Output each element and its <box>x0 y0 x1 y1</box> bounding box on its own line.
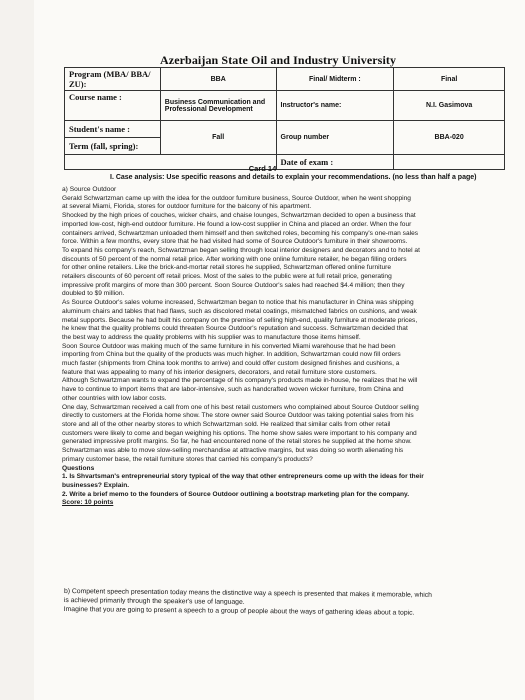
term-value: Fall <box>160 121 276 155</box>
case-line: other countries with low labor costs. <box>62 394 167 402</box>
case-line: To expand his company's reach, Schwartzman began selling through local interior designers and decorators and to hotel at <box>62 246 420 254</box>
student-label: Student's name : <box>65 121 161 138</box>
case-line: Although Schwartzman wants to expand the percentage of his company's products made in-house, he realizes that he will <box>62 377 418 385</box>
case-line: One day, Schwartzman received a call from one of his best retail customers who complained about Source Outdoor selling <box>62 403 419 411</box>
case-line: impressive profit margins of more than 300 percent. Soon Source Outdoor's sales had reached $4.4 million; then they <box>62 281 405 289</box>
group-value: BBA-020 <box>394 121 505 155</box>
case-line: primary customer base, the retail furniture stores that carried his company's products? <box>62 455 313 463</box>
exam-type-label: Final/ Midterm : <box>276 68 394 91</box>
university-title: Azerbaijan State Oil and Industry University <box>160 53 397 67</box>
case-line: directly to customers at the Florida home show. The store owner said Source Outdoor was taking potential sales from his <box>62 412 414 420</box>
case-line: the best way to address the quality problems with his supplier was to manufacture those items himself. <box>62 333 361 341</box>
case-line: for other online retailers. Like the brick-and-mortar retail stores he supplied, Schwartzman offered online furniture <box>62 264 391 272</box>
case-line: he knew that the quality problems could threaten Source Outdoor's reputation and success. Schwartzman decided that <box>62 325 408 333</box>
case-line: a) Source Outdoor <box>62 186 117 193</box>
task-text: Use specific reasons and details to explain your recommendations. (no less than half a page) <box>164 174 477 181</box>
part-b-line: Imagine that you are going to present a speech to a group of people about the ways of gathering ideas about a topic. <box>63 605 415 617</box>
case-text <box>62 186 510 508</box>
case-line: metal supports. Because he had built his company on the premise of selling high-end, quality furniture at moderate prices, <box>62 316 418 324</box>
case-line: store and all of the other nearby stores to which Schwartzman sold. He realized that similar calls from other retail <box>62 420 391 428</box>
program-value: BBA <box>160 68 276 91</box>
part-b-line: b) Competent speech presentation today means the distinctive way a speech is presented that makes it memorable, which <box>63 588 432 599</box>
case-line: Soon Source Outdoor was making much of the same furniture in his converted Miami warehouse that he had been <box>62 342 396 350</box>
question-line: 1. Is Shvartsman's entrepreneurial story typical of the way that other entrepreneurs come up with the ideas for their <box>62 473 424 481</box>
case-line: aluminum chairs and tables that had flaws, such as discolored metal coatings, mismatched fabrics on cushions, and weak <box>62 307 417 315</box>
case-line: much faster (shipments from China took months to arrive) and could offer custom designed finishes and cushions, a <box>62 360 400 368</box>
date-label: Date of exam : <box>276 155 394 170</box>
part-b-text <box>64 588 510 619</box>
questions-heading: Questions <box>62 464 95 472</box>
case-line: feature that was appealing to many of his interior designers, decorators, and retail furniture store customers. <box>62 368 377 376</box>
instructor-label: Instructor's name: <box>276 91 394 121</box>
case-line: retailers discounts of 60 percent off retail prices. Most of the sales to the public were at full retail price, generating <box>62 273 392 281</box>
instructor-value: N.I. Gasimova <box>394 91 505 121</box>
question-line: 2. Write a brief memo to the founders of Source Outdoor outlining a bootstrap marketing plan for the company. <box>62 490 410 498</box>
part-b-line: is achieved primarily through the speaker's use of language. <box>63 596 245 606</box>
question-line: businesses? Explain. <box>62 481 130 489</box>
task-label: I. Case analysis: <box>110 174 165 181</box>
exam-type-value: Final <box>394 68 505 91</box>
case-line: Gerald Schwartzman came up with the idea for the outdoor furniture business, Source Outdoor, when he went shopping <box>62 194 411 202</box>
group-label: Group number <box>276 121 394 155</box>
case-line: Shocked by the high prices of couches, wicker chairs, and chaise lounges, Schwartzman decided to open a business that <box>62 212 416 220</box>
case-line: force. Within a few months, every store that he had visited had some of Source Outdoor's furniture in their showrooms. <box>62 238 408 246</box>
program-label: Program (MBA/ BBA/ ZU): <box>65 68 161 91</box>
case-line: Schwartzman was able to move slow-selling merchandise at attractive margins, but was doing so worth alienating his <box>62 447 404 455</box>
case-line: importing from China but the quality of the products was much higher. In addition, Schwartzman could now fill orders <box>62 351 401 359</box>
card-number: Card 14 <box>248 164 277 173</box>
course-value: Business Communication and Professional Development <box>160 91 276 121</box>
case-line: generated impressive profit margins. So far, he had encountered none of the retail stores he supplied at the home show. <box>62 438 412 446</box>
term-label: Term (fall, spring): <box>65 138 161 155</box>
course-label: Course name : <box>65 91 161 121</box>
exam-header-table <box>64 67 505 170</box>
case-line: customers were likely to come and began weighing his options. The home show sales were important to his company and <box>62 429 417 437</box>
case-line: at several Miami, Florida, stores for outdoor furniture for the balcony of his apartment. <box>62 203 312 211</box>
case-line: have to continue to import items that are labor-intensive, such as handcrafted woven wicker furniture, from China and <box>62 386 404 394</box>
case-line: As Source Outdoor's sales volume increased, Schwartzman began to notice that his manufacturer in China was shipping <box>62 299 414 307</box>
case-line: containers arrived, Schwartzman unloaded them himself and then switched roles, becoming his company's one-man sales <box>62 229 419 237</box>
case-line: imported low-cost, high-end outdoor furniture. He found a low-cost supplier in China and placed an order. When the four <box>62 220 412 228</box>
case-line: discounts of 50 percent of the normal retail price. After working with one online furniture retailer, he began filling orders <box>62 255 407 263</box>
task-instruction <box>110 173 510 182</box>
score-label: Score: 10 points <box>62 499 114 507</box>
case-line: doubled to $9 million. <box>62 290 125 298</box>
